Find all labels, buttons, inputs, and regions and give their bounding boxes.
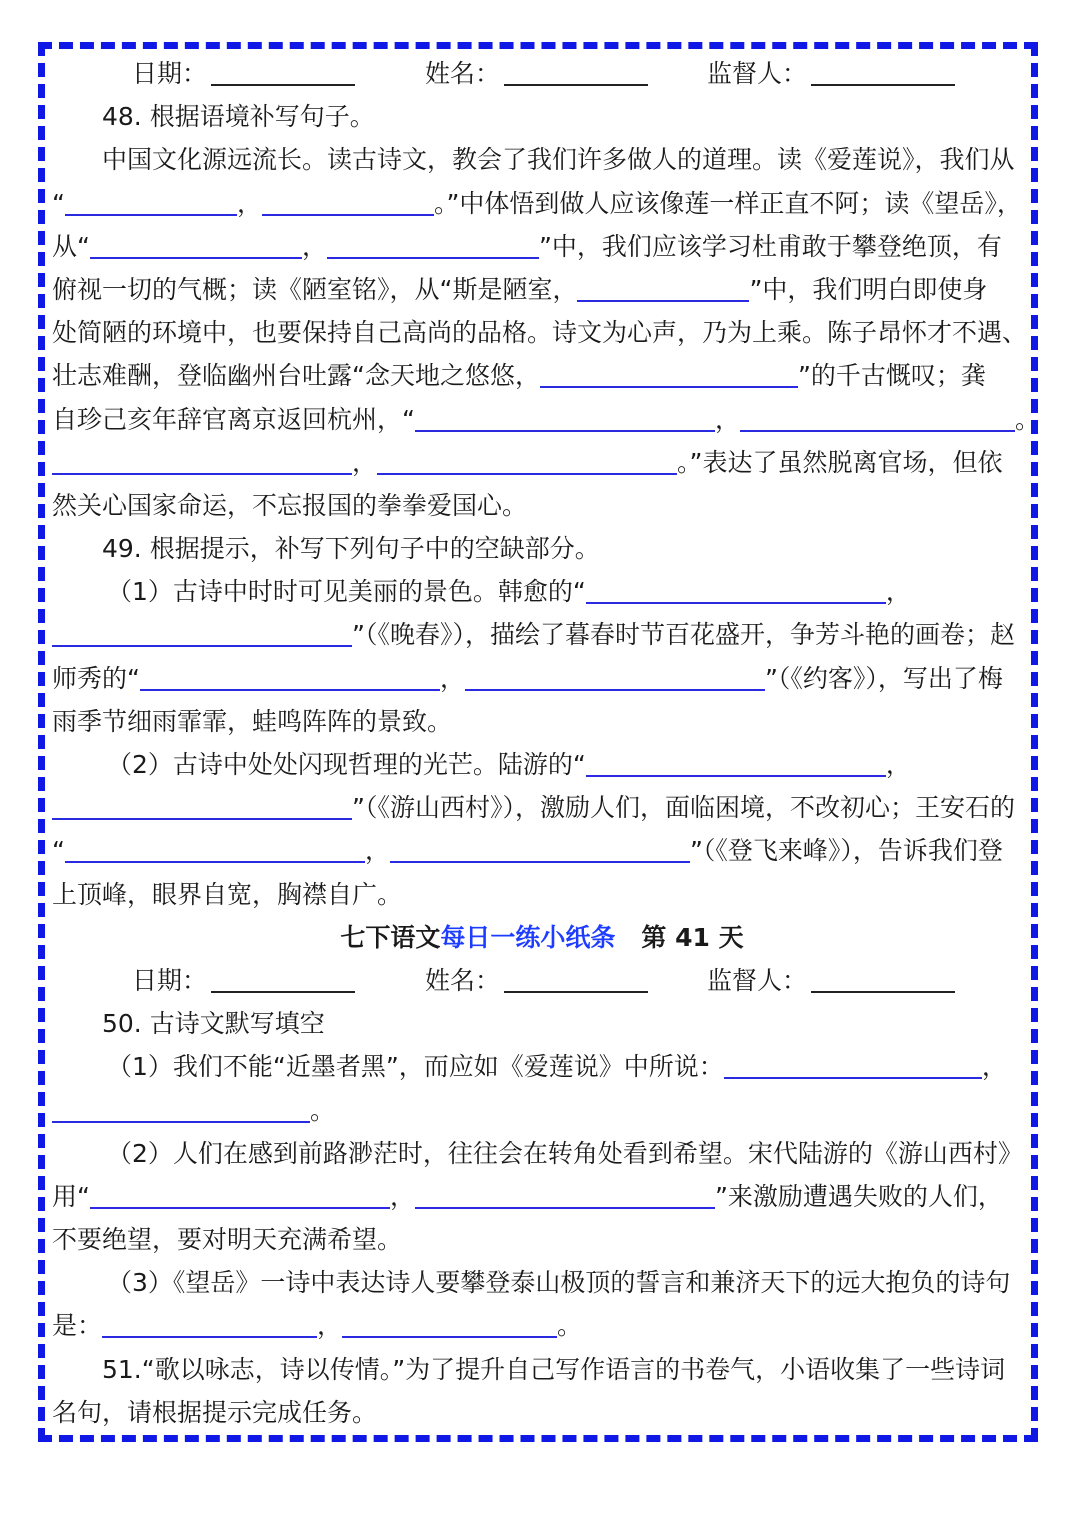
q48-line-3: 从“ ， ”中，我们应该学习杜甫敢于攀登绝顶，有	[52, 231, 1002, 261]
blank[interactable]	[52, 1097, 310, 1123]
date-field[interactable]	[211, 60, 355, 86]
name-group	[425, 959, 648, 1002]
blank[interactable]	[577, 276, 749, 302]
blank[interactable]	[377, 449, 677, 475]
blank[interactable]	[740, 406, 1015, 432]
supervisor-group	[707, 52, 955, 95]
date-label: 日期：	[132, 965, 208, 995]
blank[interactable]	[52, 794, 352, 820]
supervisor-field[interactable]	[811, 60, 955, 86]
blank[interactable]	[52, 449, 352, 475]
name-group	[425, 52, 648, 95]
name-label: 姓名：	[425, 965, 501, 995]
q49-line-3: 师秀的“ ， ”（《约客》），写出了梅	[52, 663, 1003, 693]
name-field[interactable]	[504, 967, 648, 993]
blank[interactable]	[415, 406, 715, 432]
q49-line-7: “ ， ”（《登飞来峰》），告诉我们登	[52, 836, 1003, 866]
q50-line-5: 不要绝望，要对明天充满希望。	[52, 1225, 403, 1255]
supervisor-field[interactable]	[811, 967, 955, 993]
q48-line-4: 俯视一切的气概；读《陋室铭》，从“斯是陋室， ”中，我们明白即使身	[52, 274, 988, 304]
blank[interactable]	[262, 190, 434, 216]
q49-title: 49. 根据提示，补写下列句子中的空缺部分。	[102, 534, 600, 564]
date-group	[132, 52, 355, 95]
q51-line-1: 51.“歌以咏志，诗以传情。”为了提升自己写作语言的书卷气，小语收集了一些诗词	[102, 1354, 1006, 1384]
q49-line-2: ”（《晚春》），描绘了暮春时节百花盛开，争芳斗艳的画卷；赵	[52, 613, 1032, 656]
date-field[interactable]	[211, 967, 355, 993]
q49-line-1: （1）古诗中时时可见美丽的景色。韩愈的“ ，	[107, 577, 911, 607]
q48-title: 48. 根据语境补写句子。	[102, 102, 375, 132]
header-row-1	[52, 52, 1032, 95]
blank[interactable]	[102, 1312, 317, 1338]
q49-line-6: ”（《游山西村》），激励人们，面临困境，不改初心；王安石的	[52, 786, 1032, 829]
blank[interactable]	[140, 665, 440, 691]
name-field[interactable]	[504, 60, 648, 86]
q51-line-2: 名句，请根据提示完成任务。	[52, 1397, 378, 1427]
q48-line-1: 中国文化源远流长。读古诗文，教会了我们许多做人的道理。读《爱莲说》，我们从	[102, 145, 1015, 175]
date-group	[132, 959, 355, 1002]
blank[interactable]	[90, 1183, 390, 1209]
blank[interactable]	[465, 665, 765, 691]
q50-line-6: （3）《望岳》一诗中表达诗人要攀登泰山极顶的誓言和兼济天下的远大抱负的诗句	[107, 1268, 1011, 1298]
q50-line-4: 用“ ， ”来激励遭遇失败的人们，	[52, 1181, 1003, 1211]
q48-line-5: 处简陋的环境中，也要保持自己高尚的品格。诗文为心声，乃为上乘。陈子昂怀才不遇、	[52, 318, 1028, 348]
q50-title: 50. 古诗文默写填空	[102, 1009, 325, 1039]
header-row-2	[52, 959, 1032, 1002]
q50-line-2: 。	[52, 1089, 1032, 1132]
blank[interactable]	[65, 837, 365, 863]
blank[interactable]	[342, 1312, 557, 1338]
worksheet-content	[52, 52, 1040, 1434]
q50-line-3: （2）人们在感到前路渺茫时，往往会在转角处看到希望。宋代陆游的《游山西村》	[107, 1138, 1023, 1168]
supervisor-group	[707, 959, 955, 1002]
blank[interactable]	[540, 362, 798, 388]
blank[interactable]	[327, 233, 539, 259]
q49-line-5: （2）古诗中处处闪现哲理的光芒。陆游的“ ，	[107, 750, 911, 779]
q48-line-9: 然关心国家命运，不忘报国的拳拳爱国心。	[52, 490, 528, 520]
blank[interactable]	[65, 190, 237, 216]
date-label: 日期：	[132, 59, 208, 88]
q48-line-6: 壮志难酬，登临幽州台吐露“念天地之悠悠， ”的千古慨叹；龚	[52, 361, 986, 391]
blank[interactable]	[390, 837, 690, 863]
q48-line-7: 自珍己亥年辞官离京返回杭州，“ ， 。	[52, 404, 1040, 434]
q50-line-7: 是： ， 。	[52, 1311, 583, 1341]
blank[interactable]	[724, 1053, 982, 1079]
q49-line-4: 雨季节细雨霏霏，蛙鸣阵阵的景致。	[52, 706, 453, 736]
q49-line-8: 上顶峰，眼界自宽，胸襟自广。	[52, 879, 403, 909]
supervisor-label: 监督人：	[707, 59, 808, 88]
q48-line-8: ， 。”表达了虽然脱离官场，但依	[52, 441, 1032, 484]
blank[interactable]	[415, 1183, 715, 1209]
supervisor-label: 监督人：	[707, 965, 808, 995]
blank[interactable]	[586, 578, 886, 604]
name-label: 姓名：	[425, 59, 501, 88]
blank[interactable]	[586, 751, 886, 777]
blank[interactable]	[90, 233, 302, 259]
blank[interactable]	[52, 621, 352, 647]
day-title: 七下语文每日一练小纸条 第 41 天	[340, 922, 744, 952]
q48-line-2: “ ， 。”中体悟到做人应该像莲一样正直不阿；读《望岳》，	[52, 188, 1022, 218]
q50-line-1: （1）我们不能“近墨者黑”，而应如《爱莲说》中所说： ，	[107, 1052, 1007, 1082]
